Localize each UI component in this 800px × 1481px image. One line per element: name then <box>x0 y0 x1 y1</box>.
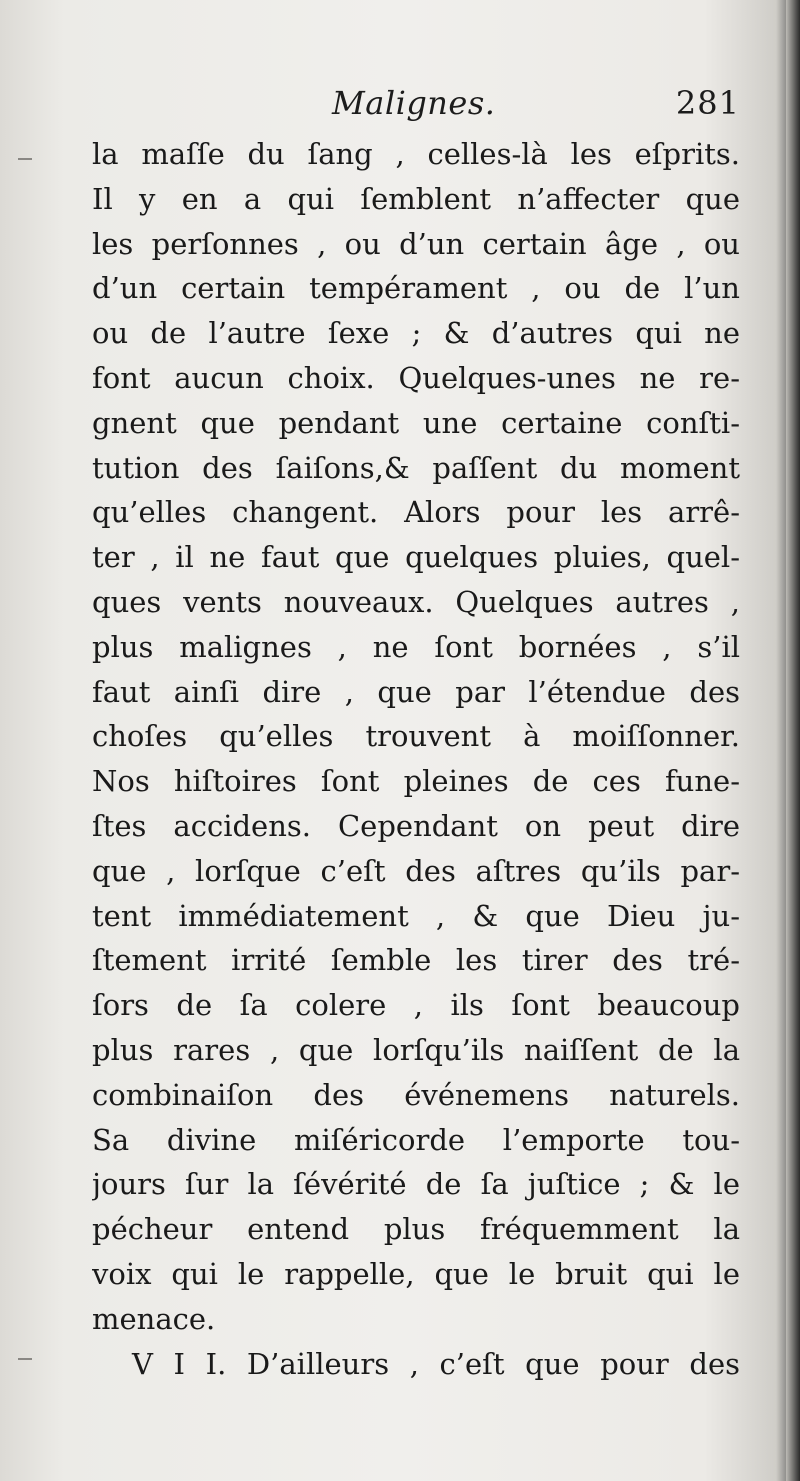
text-line: que , lorſque c’eſt des aſtres qu’ils par- <box>92 853 740 888</box>
body-text <box>92 132 740 1386</box>
text-line: qu’elles changent. Alors pour les arrê- <box>92 495 740 530</box>
text-line: les perſonnes , ou d’un certain âge , ou <box>92 226 740 261</box>
text-line: pécheur entend plus fréquemment la <box>92 1212 740 1247</box>
margin-mark <box>18 158 32 160</box>
text-line: font aucun choix. Quelques-unes ne re- <box>92 360 740 395</box>
text-line: V I I. D’ailleurs , c’eſt que pour des <box>132 1346 740 1381</box>
page-number: 281 <box>675 84 740 122</box>
text-line: choſes qu’elles trouvent à moiſſonner. <box>92 719 740 754</box>
text-line: ſtes accidens. Cependant on peut dire <box>92 808 740 843</box>
text-line: ou de l’autre ſexe ; & d’autres qui ne <box>92 316 740 351</box>
text-line: ques vents nouveaux. Quelques autres , <box>92 584 740 619</box>
page-edge-shadow <box>786 0 800 1481</box>
text-line: tution des ſaiſons,& paſſent du moment <box>92 450 740 485</box>
text-line: Sa divine miſéricorde l’emporte tou- <box>92 1122 740 1157</box>
running-head <box>92 84 740 134</box>
text-line: gnent que pendant une certaine conſti- <box>92 405 740 440</box>
margin-mark <box>18 1358 32 1360</box>
text-line: ter , il ne faut que quelques pluies, quel- <box>92 540 740 575</box>
text-line: faut ainſi dire , que par l’étendue des <box>92 674 740 709</box>
text-line: plus malignes , ne ſont bornées , s’il <box>92 629 740 664</box>
text-line: jours ſur la ſévérité de ſa juſtice ; & le <box>92 1167 740 1202</box>
running-title: Malignes. <box>332 84 496 122</box>
text-line: tent immédiatement , & que Dieu ju- <box>92 898 740 933</box>
text-line: la maſſe du ſang , celles-là les eſprits. <box>92 137 740 171</box>
text-line: d’un certain tempérament , ou de l’un <box>92 271 740 306</box>
text-line: voix qui le rappelle, que le bruit qui le <box>92 1256 740 1291</box>
text-line: menace. <box>92 1301 216 1336</box>
text-line: ſors de ſa colere , ils ſont beaucoup <box>92 988 740 1023</box>
text-line: combinaiſon des événemens naturels. <box>92 1077 740 1112</box>
text-line: Nos hiſtoires ſont pleines de ces fune- <box>92 764 740 799</box>
text-line: plus rares , que lorſqu’ils naiſſent de la <box>92 1032 740 1067</box>
text-line: ſtement irrité ſemble les tirer des tré- <box>92 943 740 978</box>
text-line: Il y en a qui ſemblent n’affecter que <box>92 181 740 216</box>
